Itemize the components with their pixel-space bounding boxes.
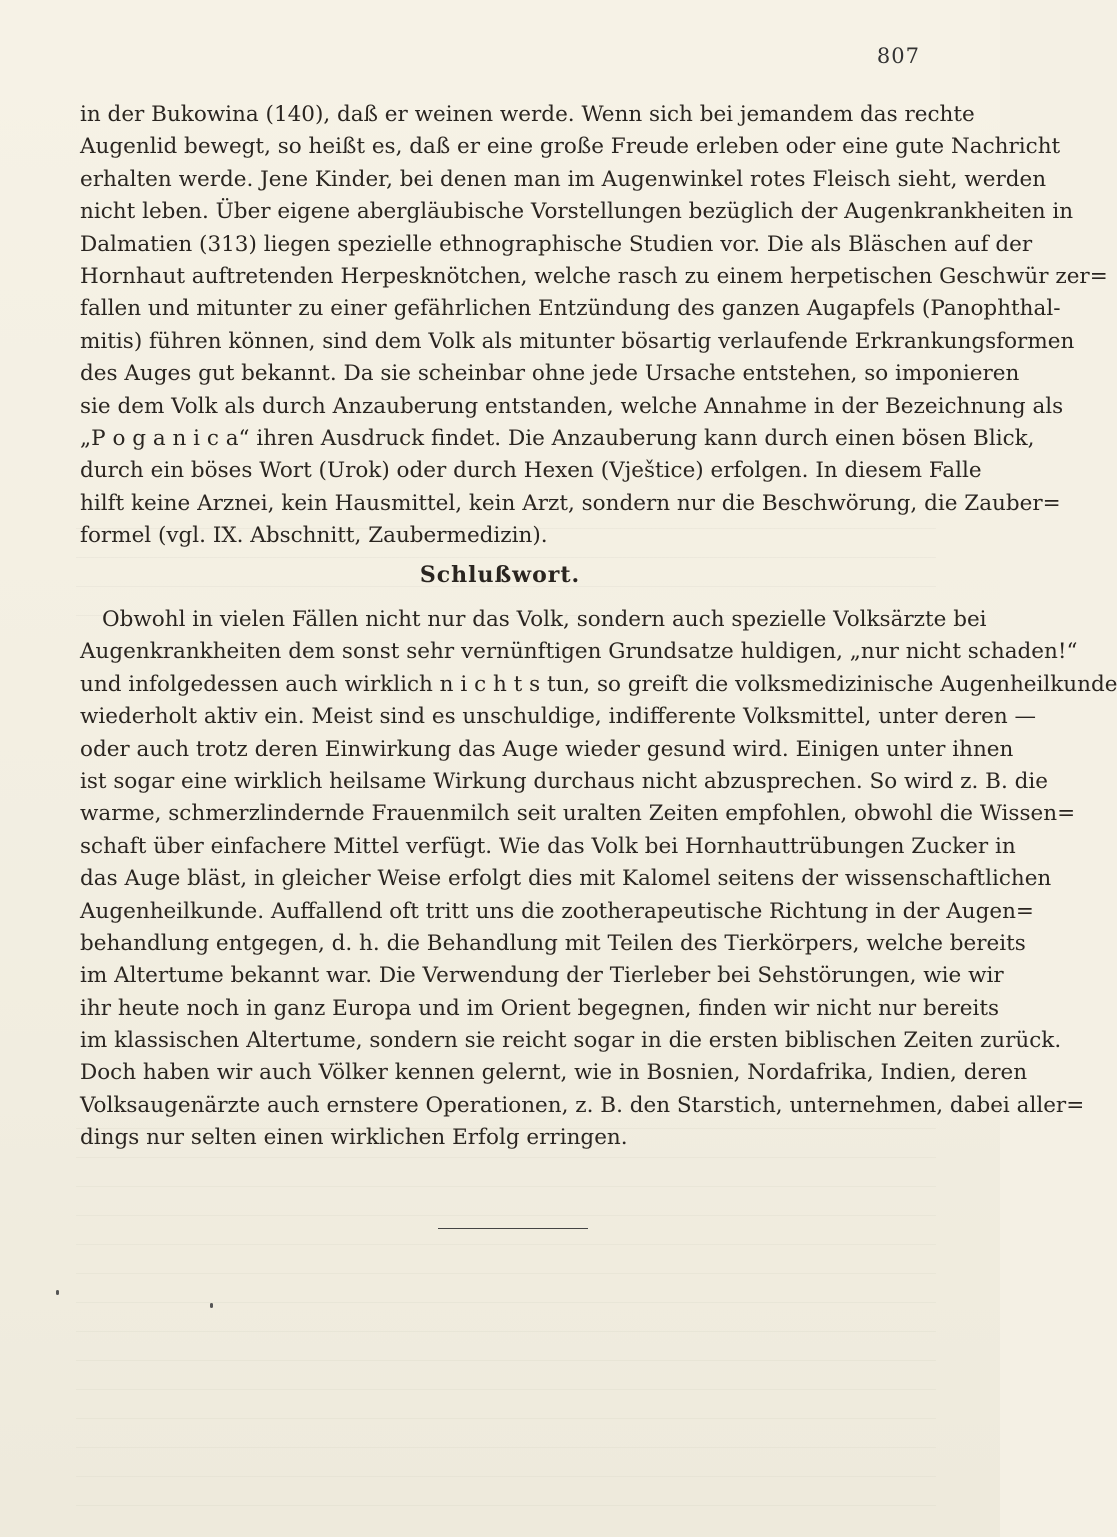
bleed-through-texture-lower bbox=[76, 1100, 936, 1506]
text-line: Obwohl in vielen Fällen nicht nur das Volk, sondern auch spezielle Volksärzte bei bbox=[102, 607, 987, 632]
text-line: Doch haben wir auch Völker kennen gelernt, wie in Bosnien, Nordafrika, Indien, deren bbox=[80, 1060, 1028, 1086]
text-line: hilft keine Arznei, kein Hausmittel, kein Arzt, sondern nur die Beschwörung, die Zauber= bbox=[80, 490, 1061, 516]
text-line: des Auges gut bekannt. Da sie scheinbar ohne jede Ursache entstehen, so imponieren bbox=[80, 361, 1020, 387]
text-line: ist sogar eine wirklich heilsame Wirkung durchaus nicht abzusprechen. So wird z. B. die bbox=[80, 768, 1048, 794]
text-line: Hornhaut auftretenden Herpesknötchen, welche rasch zu einem herpetischen Geschwür zer= bbox=[80, 263, 1108, 289]
text-line: dings nur selten einen wirklichen Erfolg erringen. bbox=[80, 1125, 628, 1151]
text-line: sie dem Volk als durch Anzauberung entstanden, welche Annahme in der Bezeichnung als bbox=[80, 393, 1064, 419]
text-line: nicht leben. Über eigene abergläubische Vorstellungen bezüglich der Augenkrankheiten in bbox=[80, 199, 1074, 225]
page-number: 807 bbox=[876, 44, 920, 68]
text-line: schaft über einfachere Mittel verfügt. Wie das Volk bei Hornhauttrübungen Zucker in bbox=[80, 833, 1016, 859]
text-line: behandlung entgegen, d. h. die Behandlung mit Teilen des Tierkörpers, welche bereits bbox=[80, 930, 1026, 956]
section-heading: Schlußwort. bbox=[419, 562, 581, 588]
ink-speck bbox=[210, 1303, 213, 1308]
text-line: Augenheilkunde. Auffallend oft tritt uns die zootherapeutische Richtung in der Augen= bbox=[80, 898, 1034, 924]
text-line: im Altertume bekannt war. Die Verwendung der Tierleber bei Sehstörungen, wie wir bbox=[80, 963, 1004, 989]
text-line: in der Bukowina (140), daß er weinen werde. Wenn sich bei jemandem das rechte bbox=[80, 102, 975, 127]
text-line: „P o g a n i c a“ ihren Ausdruck findet. Die Anzauberung kann durch einen bösen Blick, bbox=[80, 425, 1035, 451]
paragraph-2 bbox=[80, 604, 1117, 1155]
section-divider bbox=[438, 1228, 588, 1229]
text-line: durch ein böses Wort (Urok) oder durch Hexen (Vještice) erfolgen. In diesem Falle bbox=[80, 458, 982, 484]
text-line: ihr heute noch in ganz Europa und im Orient begegnen, finden wir nicht nur bereits bbox=[80, 995, 999, 1021]
text-line: im klassischen Altertume, sondern sie reicht sogar in die ersten biblischen Zeiten zurück. bbox=[80, 1028, 1062, 1054]
text-line: formel (vgl. IX. Abschnitt, Zaubermedizin). bbox=[80, 523, 548, 549]
text-line: wiederholt aktiv ein. Meist sind es unschuldige, indifferente Volksmittel, unter deren — bbox=[80, 704, 1037, 730]
text-line: das Auge bläst, in gleicher Weise erfolgt dies mit Kalomel seitens der wissenschaftlichen bbox=[80, 866, 1052, 892]
ink-speck bbox=[56, 1290, 59, 1295]
text-line: Dalmatien (313) liegen spezielle ethnographische Studien vor. Die als Bläschen auf der bbox=[80, 231, 1033, 257]
text-line: oder auch trotz deren Einwirkung das Auge wieder gesund wird. Einigen unter ihnen bbox=[80, 736, 1014, 762]
text-line: fallen und mitunter zu einer gefährlichen Entzündung des ganzen Augapfels (Panophthal- bbox=[80, 296, 1061, 322]
text-line: und infolgedessen auch wirklich n i c h t s tun, so greift die volksmedizinische Augenheilkunde bbox=[80, 671, 1117, 697]
text-line: Volksaugenärzte auch ernstere Operationen, z. B. den Starstich, unternehmen, dabei aller= bbox=[80, 1092, 1085, 1118]
text-line: erhalten werde. Jene Kinder, bei denen man im Augenwinkel rotes Fleisch sieht, werden bbox=[80, 166, 1047, 192]
text-line: Augenlid bewegt, so heißt es, daß er eine große Freude erleben oder eine gute Nachricht bbox=[80, 134, 1061, 160]
text-line: Augenkrankheiten dem sonst sehr vernünftigen Grundsatze huldigen, „nur nicht schaden!“ bbox=[80, 639, 1078, 665]
text-line: warme, schmerzlindernde Frauenmilch seit uralten Zeiten empfohlen, obwohl die Wissen= bbox=[80, 801, 1076, 827]
paragraph-1 bbox=[80, 99, 1108, 552]
text-line: mitis) führen können, sind dem Volk als mitunter bösartig verlaufende Erkrankungsformen bbox=[80, 328, 1075, 354]
